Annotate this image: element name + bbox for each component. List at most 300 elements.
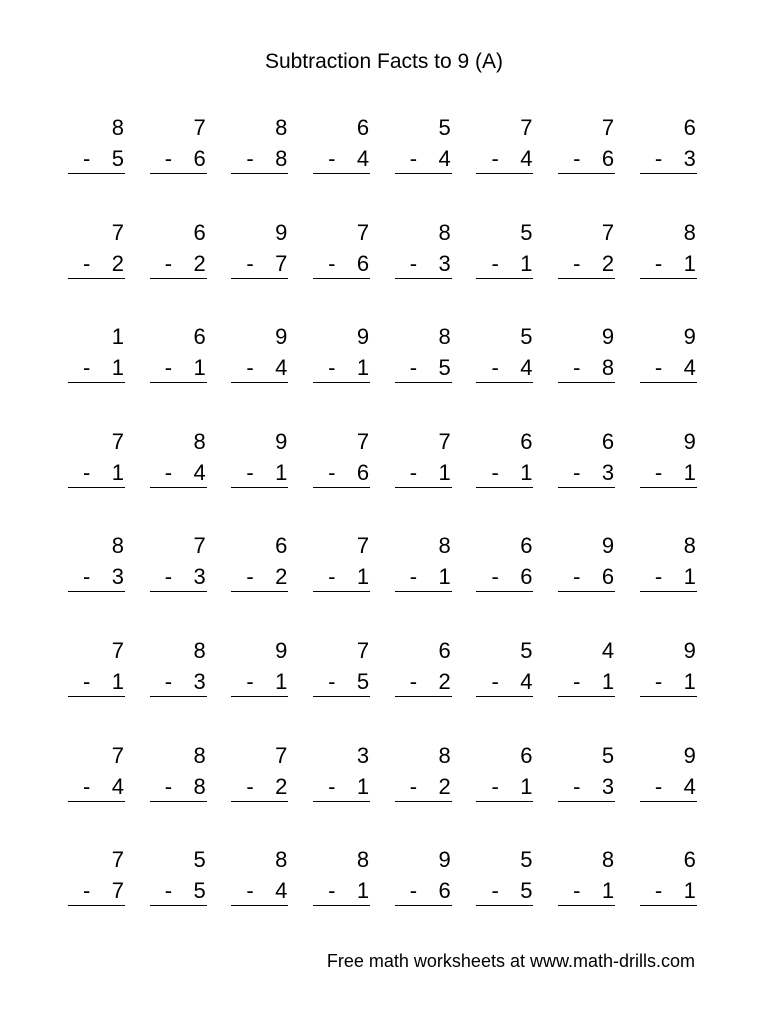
answer-line — [558, 591, 615, 592]
subtraction-problem — [150, 532, 207, 602]
minus-sign: - — [491, 250, 499, 276]
subtrahend: 1 — [438, 459, 451, 485]
subtrahend: 1 — [601, 668, 615, 694]
minuend: 7 — [438, 428, 451, 454]
subtrahend-row — [558, 877, 614, 905]
minus-sign: - — [409, 564, 418, 590]
subtrahend: 2 — [438, 773, 451, 799]
answer-line — [476, 278, 533, 279]
subtrahend: 3 — [193, 564, 206, 590]
minus-sign: - — [409, 878, 418, 904]
subtrahend-row — [476, 773, 532, 801]
subtrahend: 1 — [111, 668, 124, 694]
minuend: 6 — [520, 428, 533, 454]
answer-line — [68, 278, 125, 279]
subtrahend: 6 — [438, 878, 451, 904]
subtrahend: 1 — [356, 773, 370, 799]
subtrahend: 8 — [601, 355, 615, 381]
answer-line — [150, 591, 207, 592]
minuend: 9 — [601, 324, 615, 350]
minus-sign: - — [328, 250, 336, 276]
answer-line — [395, 278, 452, 279]
minuend: 8 — [438, 219, 451, 245]
subtrahend: 6 — [193, 146, 206, 171]
subtrahend-row — [476, 877, 532, 905]
minus-sign: - — [654, 668, 663, 694]
subtrahend: 1 — [683, 668, 696, 694]
minuend: 6 — [193, 219, 206, 245]
answer-line — [231, 801, 288, 802]
subtrahend: 1 — [193, 355, 206, 381]
answer-line — [313, 278, 370, 279]
subtrahend: 4 — [111, 773, 124, 799]
answer-line — [640, 173, 697, 174]
subtraction-problem — [150, 846, 207, 916]
answer-line — [640, 905, 697, 906]
minus-sign: - — [164, 564, 173, 590]
subtrahend-row — [150, 459, 206, 487]
subtrahend-row — [640, 145, 696, 173]
subtrahend: 4 — [520, 355, 533, 381]
minuend: 5 — [520, 847, 533, 873]
subtrahend: 1 — [275, 459, 288, 485]
minus-sign: - — [246, 355, 254, 381]
answer-line — [640, 696, 697, 697]
subtraction-problem — [395, 114, 452, 184]
answer-line — [231, 905, 288, 906]
minus-sign: - — [164, 773, 173, 799]
minuend: 9 — [438, 847, 451, 873]
minuend: 6 — [683, 115, 696, 140]
answer-line — [231, 173, 288, 174]
subtrahend: 3 — [111, 564, 124, 590]
subtraction-problem — [231, 428, 288, 498]
subtrahend: 1 — [111, 459, 124, 485]
subtraction-problem — [395, 637, 452, 707]
subtrahend: 8 — [193, 773, 206, 799]
answer-line — [395, 905, 452, 906]
subtrahend: 4 — [438, 146, 451, 171]
subtraction-problem — [231, 323, 288, 393]
minus-sign: - — [83, 668, 91, 694]
answer-line — [313, 173, 370, 174]
subtrahend-row — [313, 145, 369, 173]
minus-sign: - — [654, 146, 663, 171]
minus-sign: - — [246, 878, 254, 904]
subtrahend-row — [68, 354, 124, 382]
minus-sign: - — [573, 773, 581, 799]
subtrahend-row — [68, 877, 124, 905]
subtrahend-row — [313, 563, 369, 591]
subtraction-problem — [640, 742, 697, 812]
subtrahend-row — [476, 668, 532, 696]
subtraction-problem — [231, 219, 288, 289]
subtrahend: 4 — [520, 146, 533, 171]
minuend: 6 — [275, 533, 288, 559]
answer-line — [640, 382, 697, 383]
subtraction-problem — [150, 219, 207, 289]
minuend: 9 — [275, 324, 288, 350]
subtraction-problem — [313, 846, 370, 916]
answer-line — [68, 905, 125, 906]
subtrahend: 7 — [111, 878, 124, 904]
minuend: 8 — [683, 533, 696, 559]
subtraction-problem — [313, 219, 370, 289]
subtrahend: 4 — [356, 146, 370, 171]
subtrahend-row — [476, 563, 532, 591]
answer-line — [558, 905, 615, 906]
minuend: 8 — [356, 847, 370, 873]
answer-line — [476, 801, 533, 802]
minus-sign: - — [491, 459, 499, 485]
subtrahend-row — [150, 250, 206, 278]
answer-line — [150, 173, 207, 174]
subtraction-problem — [476, 532, 533, 602]
minus-sign: - — [164, 355, 173, 381]
subtrahend-row — [313, 459, 369, 487]
answer-line — [640, 487, 697, 488]
minus-sign: - — [328, 459, 336, 485]
subtrahend: 2 — [275, 564, 288, 590]
answer-line — [558, 801, 615, 802]
subtraction-problem — [476, 846, 533, 916]
subtrahend-row — [68, 773, 124, 801]
subtrahend: 5 — [356, 668, 370, 694]
subtraction-problem — [68, 532, 125, 602]
subtrahend: 8 — [275, 146, 288, 171]
minus-sign: - — [328, 878, 336, 904]
minus-sign: - — [164, 668, 173, 694]
minus-sign: - — [409, 250, 418, 276]
subtraction-problem — [150, 637, 207, 707]
minuend: 7 — [111, 428, 124, 454]
subtrahend-row — [313, 773, 369, 801]
minuend: 8 — [193, 742, 206, 768]
answer-line — [68, 382, 125, 383]
subtrahend-row — [640, 563, 696, 591]
subtrahend-row — [395, 877, 451, 905]
subtrahend-row — [68, 459, 124, 487]
answer-line — [68, 487, 125, 488]
minus-sign: - — [164, 146, 173, 171]
subtrahend: 3 — [683, 146, 696, 171]
subtrahend: 1 — [356, 564, 370, 590]
minuend: 8 — [193, 637, 206, 663]
minus-sign: - — [409, 459, 418, 485]
answer-line — [558, 173, 615, 174]
subtraction-problem — [68, 114, 125, 184]
subtraction-problem — [313, 114, 370, 184]
minus-sign: - — [491, 773, 499, 799]
minuend: 5 — [193, 847, 206, 873]
minus-sign: - — [83, 459, 91, 485]
subtrahend-row — [558, 563, 614, 591]
subtrahend: 2 — [275, 773, 288, 799]
minuend: 4 — [601, 637, 615, 663]
answer-line — [231, 591, 288, 592]
minus-sign: - — [491, 146, 499, 171]
answer-line — [231, 278, 288, 279]
minus-sign: - — [328, 668, 336, 694]
minuend: 6 — [601, 428, 615, 454]
minus-sign: - — [409, 146, 418, 171]
answer-line — [313, 696, 370, 697]
subtraction-problem — [640, 637, 697, 707]
minuend: 6 — [683, 847, 696, 873]
answer-line — [68, 696, 125, 697]
subtrahend: 4 — [520, 668, 533, 694]
subtrahend-row — [395, 459, 451, 487]
answer-line — [640, 278, 697, 279]
subtraction-problem — [558, 637, 615, 707]
minus-sign: - — [573, 459, 581, 485]
subtraction-problem — [231, 532, 288, 602]
subtrahend-row — [558, 145, 614, 173]
subtraction-problem — [313, 532, 370, 602]
answer-line — [150, 487, 207, 488]
answer-line — [476, 696, 533, 697]
subtrahend-row — [640, 250, 696, 278]
subtraction-problem — [558, 846, 615, 916]
minuend: 6 — [356, 115, 370, 140]
answer-line — [313, 487, 370, 488]
answer-line — [476, 173, 533, 174]
subtraction-problem — [558, 219, 615, 289]
answer-line — [558, 696, 615, 697]
answer-line — [395, 382, 452, 383]
minuend: 5 — [520, 219, 533, 245]
minuend: 7 — [275, 742, 288, 768]
subtraction-problem — [558, 428, 615, 498]
minuend: 7 — [193, 533, 206, 559]
answer-line — [558, 382, 615, 383]
minuend: 8 — [193, 428, 206, 454]
subtrahend-row — [231, 668, 287, 696]
subtraction-problem — [640, 532, 697, 602]
answer-line — [640, 591, 697, 592]
subtrahend: 4 — [275, 355, 288, 381]
minus-sign: - — [246, 459, 254, 485]
subtrahend-row — [395, 354, 451, 382]
subtrahend-row — [640, 354, 696, 382]
minuend: 8 — [683, 219, 696, 245]
answer-line — [558, 278, 615, 279]
minus-sign: - — [654, 355, 663, 381]
subtrahend-row — [558, 459, 614, 487]
minus-sign: - — [164, 459, 173, 485]
minus-sign: - — [654, 459, 663, 485]
minuend: 8 — [438, 533, 451, 559]
subtrahend: 1 — [520, 459, 533, 485]
minuend: 7 — [111, 219, 124, 245]
minuend: 7 — [356, 637, 370, 663]
minus-sign: - — [573, 146, 581, 171]
answer-line — [313, 801, 370, 802]
minus-sign: - — [654, 773, 663, 799]
answer-line — [150, 382, 207, 383]
subtraction-problem — [476, 323, 533, 393]
answer-line — [476, 487, 533, 488]
minus-sign: - — [654, 878, 663, 904]
minuend: 9 — [683, 324, 696, 350]
subtrahend: 1 — [275, 668, 288, 694]
minus-sign: - — [573, 564, 581, 590]
subtrahend-row — [476, 250, 532, 278]
subtrahend: 5 — [520, 878, 533, 904]
subtraction-problem — [150, 114, 207, 184]
answer-line — [68, 591, 125, 592]
minuend: 8 — [111, 115, 124, 140]
subtrahend: 1 — [683, 459, 696, 485]
minus-sign: - — [83, 355, 91, 381]
subtrahend-row — [476, 354, 532, 382]
subtrahend: 6 — [601, 564, 615, 590]
answer-line — [640, 801, 697, 802]
minus-sign: - — [409, 355, 418, 381]
subtrahend-row — [68, 145, 124, 173]
minus-sign: - — [328, 146, 336, 171]
answer-line — [395, 173, 452, 174]
subtrahend: 1 — [111, 355, 124, 381]
subtraction-problem — [395, 428, 452, 498]
subtraction-problem — [395, 219, 452, 289]
minuend: 9 — [683, 742, 696, 768]
subtrahend-row — [476, 145, 532, 173]
subtrahend-row — [395, 668, 451, 696]
subtrahend-row — [640, 459, 696, 487]
subtraction-problem — [640, 114, 697, 184]
subtraction-problem — [640, 846, 697, 916]
subtrahend: 6 — [601, 146, 615, 171]
subtraction-problem — [640, 428, 697, 498]
subtrahend: 1 — [438, 564, 451, 590]
subtrahend: 2 — [111, 250, 124, 276]
subtraction-problem — [395, 323, 452, 393]
subtrahend: 2 — [193, 250, 206, 276]
subtraction-problem — [640, 219, 697, 289]
answer-line — [395, 801, 452, 802]
subtrahend-row — [231, 250, 287, 278]
minus-sign: - — [246, 250, 254, 276]
minus-sign: - — [573, 668, 581, 694]
minus-sign: - — [491, 355, 499, 381]
subtraction-problem — [313, 428, 370, 498]
subtrahend-row — [313, 250, 369, 278]
subtrahend-row — [231, 563, 287, 591]
subtrahend-row — [231, 459, 287, 487]
answer-line — [395, 487, 452, 488]
minus-sign: - — [83, 564, 91, 590]
answer-line — [558, 487, 615, 488]
subtrahend-row — [231, 145, 287, 173]
minuend: 6 — [520, 533, 533, 559]
subtrahend: 6 — [520, 564, 533, 590]
subtrahend: 7 — [275, 250, 288, 276]
minus-sign: - — [491, 668, 499, 694]
minuend: 6 — [520, 742, 533, 768]
subtrahend: 1 — [520, 250, 533, 276]
minus-sign: - — [654, 250, 663, 276]
subtrahend-row — [395, 145, 451, 173]
answer-line — [395, 591, 452, 592]
subtrahend: 4 — [683, 355, 696, 381]
subtrahend-row — [640, 668, 696, 696]
subtraction-problem — [640, 323, 697, 393]
subtrahend-row — [558, 250, 614, 278]
subtraction-problem — [231, 114, 288, 184]
minuend: 5 — [601, 742, 615, 768]
subtrahend-row — [640, 877, 696, 905]
subtraction-problem — [476, 637, 533, 707]
minuend: 9 — [275, 219, 288, 245]
minuend: 6 — [438, 637, 451, 663]
subtrahend: 1 — [356, 878, 370, 904]
subtraction-problem — [558, 742, 615, 812]
answer-line — [313, 905, 370, 906]
minus-sign: - — [164, 250, 173, 276]
minuend: 7 — [601, 219, 615, 245]
minus-sign: - — [83, 878, 91, 904]
subtrahend: 1 — [601, 878, 615, 904]
subtraction-problem — [558, 532, 615, 602]
subtrahend-row — [395, 773, 451, 801]
minuend: 8 — [601, 847, 615, 873]
subtrahend-row — [395, 250, 451, 278]
minuend: 7 — [356, 428, 370, 454]
minuend: 9 — [275, 637, 288, 663]
minus-sign: - — [573, 355, 581, 381]
minus-sign: - — [328, 355, 336, 381]
minuend: 9 — [275, 428, 288, 454]
subtrahend-row — [68, 250, 124, 278]
subtrahend: 4 — [683, 773, 696, 799]
answer-line — [231, 487, 288, 488]
subtrahend-row — [231, 354, 287, 382]
answer-line — [313, 591, 370, 592]
footer-text: Free math worksheets at www.math-drills.com — [326, 951, 695, 971]
minuend: 9 — [683, 637, 696, 663]
answer-line — [231, 382, 288, 383]
answer-line — [395, 696, 452, 697]
subtraction-problem — [68, 637, 125, 707]
subtraction-problem — [313, 637, 370, 707]
minuend: 3 — [356, 742, 370, 768]
minus-sign: - — [654, 564, 663, 590]
subtraction-problem — [231, 637, 288, 707]
subtrahend: 3 — [601, 459, 615, 485]
minus-sign: - — [409, 668, 418, 694]
subtrahend-row — [558, 668, 614, 696]
answer-line — [150, 905, 207, 906]
subtrahend: 3 — [193, 668, 206, 694]
subtrahend: 1 — [520, 773, 533, 799]
minus-sign: - — [246, 668, 254, 694]
subtraction-problem — [558, 323, 615, 393]
subtrahend-row — [313, 877, 369, 905]
answer-line — [231, 696, 288, 697]
answer-line — [150, 696, 207, 697]
subtraction-problem — [150, 428, 207, 498]
minuend: 7 — [111, 847, 124, 873]
subtrahend-row — [395, 563, 451, 591]
minuend: 9 — [356, 324, 370, 350]
subtrahend: 5 — [438, 355, 451, 381]
minus-sign: - — [246, 564, 254, 590]
subtraction-problem — [231, 742, 288, 812]
subtraction-problem — [68, 846, 125, 916]
page-title: Subtraction Facts to 9 (A) — [264, 50, 504, 73]
minuend: 5 — [438, 115, 451, 140]
